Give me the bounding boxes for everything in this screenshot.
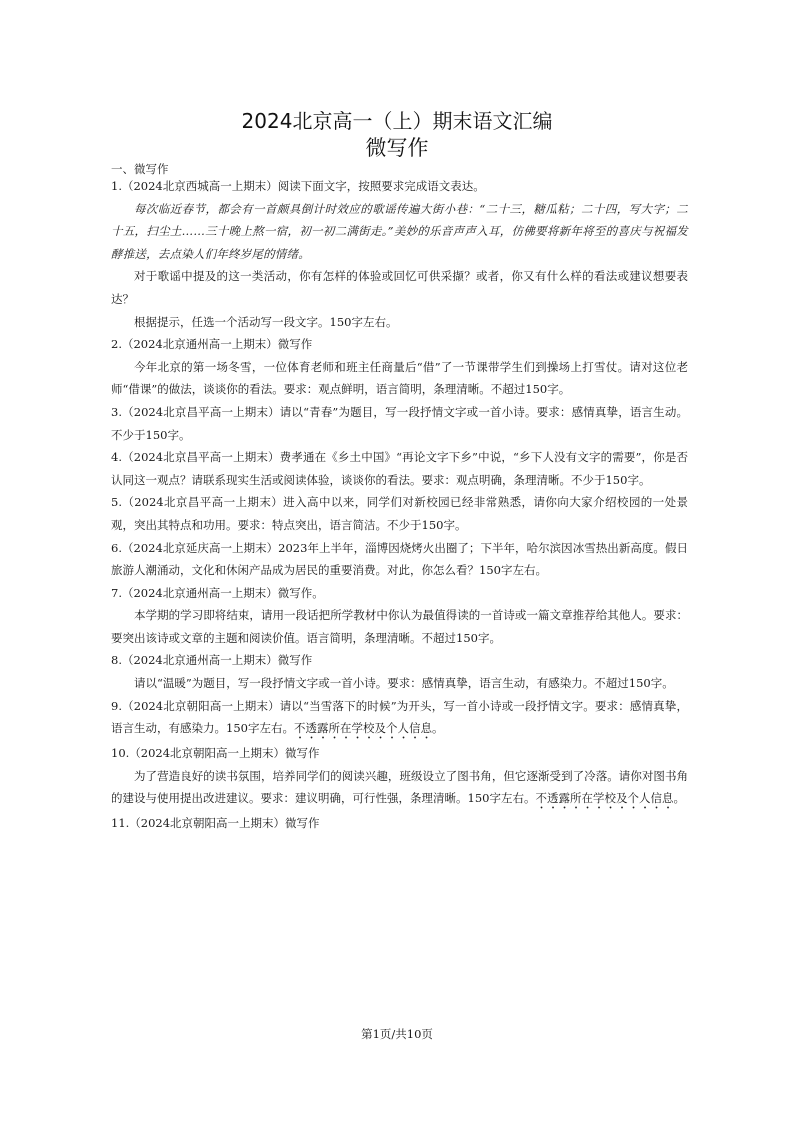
question-9-end: 。 <box>431 721 444 736</box>
question-7-head: 7.（2024北京通州高一上期末）微写作。 <box>111 585 324 600</box>
question-1-head: 1.（2024北京西城高一上期末）阅读下面文字，按照要求完成语文表达。 <box>111 179 485 193</box>
question-6: 6.（2024北京延庆高一上期末）2023年上半年，淄博因烧烤火出圈了；下半年，哈尔滨因冰雪热出新高度。假日旅游人潮涌动，文化和休闲产品成为居民的重要消费。对此，你怎么看？150字左右。 <box>111 540 688 578</box>
question-1-quote: 每次临近春节，都会有一首颇具倒计时效应的歌谣传遍大街小巷：“二十三，糖瓜粘；二十四，写大字；二十五，扫尘土……三十晚上熬一宿，初一初二满街走。”美妙的乐音声声入耳，仿佛要将新年将至的喜庆与祝福发酵推送，去点染人们年终岁尾的情绪。 <box>111 201 688 261</box>
question-10-end: 。 <box>673 791 685 806</box>
question-4: 4.（2024北京昌平高一上期末）费孝通在《乡土中国》“再论文字下乡”中说，“乡下人没有文字的需要”，你是否认同这一观点？请联系现实生活或阅读体验，谈谈你的看法。要求：观点明确，条理清晰。不少于150字。 <box>111 450 688 487</box>
question-10-head: 10.（2024北京朝阳高一上期末）微写作 <box>111 746 320 761</box>
question-3: 3.（2024北京昌平高一上期末）请以“青春”为题目，写一段抒情文字或一首小诗。要求：感情真挚，语言生动。不少于150字。 <box>111 404 688 442</box>
question-10-prompt <box>111 765 688 813</box>
page-footer: 第1页/共10页 <box>361 1027 433 1041</box>
question-2-prompt: 今年北京的第一场冬雪，一位体育老师和班主任商量后“借”了一节课带学生们到操场上打雪仗。请对这位老师“借课”的做法，谈谈你的看法。要求：观点鲜明，语言简明，条理清晰。不超过150字。 <box>111 359 688 397</box>
question-8-prompt: 请以“温暖”为题目，写一段抒情文字或一首小诗。要求：感情真挚，语言生动，有感染力。不超过150字。 <box>134 676 674 691</box>
document-subtitle: 微写作 <box>365 136 429 160</box>
question-7-prompt: 本学期的学习即将结束，请用一段话把所学教材中你认为最值得读的一首诗或一篇文章推荐给其他人。要求：要突出该诗或文章的主题和阅读价值。语言简明，条理清晰。不超过150字。 <box>111 608 688 645</box>
question-10-text: 为了营造良好的读书氛围，培养同学们的阅读兴趣，班级设立了图书角，但它逐渐受到了冷落。请你对图书角的建设与使用提出改进建议。要求：建议明确，可行性强，条理清晰。150字左右。 <box>111 768 688 806</box>
question-9 <box>111 695 688 743</box>
question-11-head: 11.（2024北京朝阳高一上期末）微写作 <box>111 816 320 831</box>
question-10-privacy-note: 不透露所在学校及个人信息 <box>535 791 674 806</box>
question-5: 5.（2024北京昌平高一上期末）进入高中以来，同学们对新校园已经非常熟悉，请你向大家介绍校园的一处景观，突出其特点和功用。要求：特点突出，语言简洁。不少于150字。 <box>111 495 688 532</box>
question-1-instruction: 根据提示，任选一个活动写一段文字。150字左右。 <box>134 314 398 329</box>
question-9-privacy-note: 不透露所在学校及个人信息 <box>293 721 432 736</box>
question-list <box>111 175 688 835</box>
question-8-head: 8.（2024北京通州高一上期末）微写作 <box>111 653 313 668</box>
question-2-head: 2.（2024北京通州高一上期末）微写作 <box>111 337 313 352</box>
question-9-text: 9.（2024北京朝阳高一上期末）请以“当雪落下的时候”为开头，写一首小诗或一段抒情文字。要求：感情真挚，语言生动，有感染力。150字左右。 <box>111 698 688 736</box>
document-title: 2024北京高一（上）期末语文汇编 <box>241 109 553 133</box>
section-heading: 一、微写作 <box>111 162 169 176</box>
question-1-prompt: 对于歌谣中提及的这一类活动，你有怎样的体验或回忆可供采撷？或者，你又有什么样的看法或建议想要表达？ <box>111 269 688 306</box>
